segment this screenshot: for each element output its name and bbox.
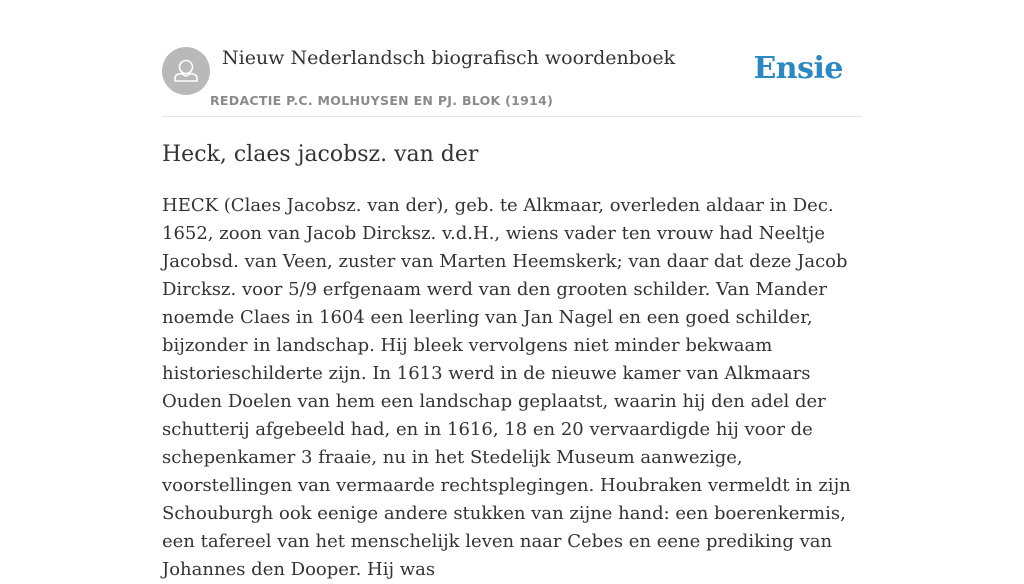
source-title[interactable]: Nieuw Nederlandsch biografisch woordenboek: [222, 47, 676, 69]
source-header: [162, 46, 862, 117]
ensie-logo[interactable]: Ensie: [753, 51, 843, 86]
entry-title: Heck, claes jacobsz. van der: [162, 142, 479, 167]
avatar[interactable]: [162, 47, 210, 95]
entry-body: HECK (Claes Jacobsz. van der), geb. te Alkmaar, overleden aldaar in Dec. 1652, zoon van Jacob Dircksz. v.d.H., wiens vader ten vrouw had Neeltje Jacobsd. van Veen, zuster van Marten Heemskerk; van daar dat deze Jacob Dircksz. voor 5/9 erfgenaam werd van den grooten schilder. Van Mander noemde Claes in 1604 een leerling van Jan Nagel en een goed schilder, bijzonder in landschap. Hij bleek vervolgens niet minder bekwaam historieschilderte zijn. In 1613 werd in de nieuwe kamer van Alkmaars Ouden Doelen van hem een landschap geplaatst, waarin hij den adel der schutterij afgebeeld had, en in 1616, 18 en 20 vervaardigde hij voor de schepenkamer 3 fraaie, nu in het Stedelijk Museum aanwezige, voorstellingen van vermaarde rechtsplegingen. Houbraken vermeldt in zijn Schouburgh ook eenige andere stukken van zijne hand: een boerenkermis, een tafereel van het menschelijk leven naar Cebes en eene prediking van Johannes den Dooper. Hij was: [162, 195, 851, 580]
source-editors: REDACTIE P.C. MOLHUYSEN EN PJ. BLOK (1914): [210, 93, 554, 108]
user-icon: [162, 47, 210, 95]
